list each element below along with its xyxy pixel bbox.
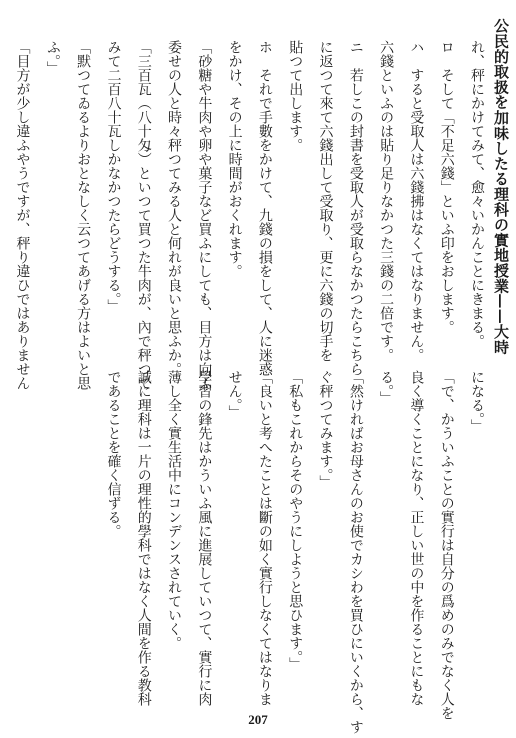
page-number: 207 [248, 712, 268, 727]
upper-text-line: れ、秤にかけてみて、愈々いかんことにきまる。 [469, 40, 485, 348]
upper-text-line: 「默つてゐるよりおとなしく云つてあげる方はよいと思 [75, 40, 92, 390]
upper-text-line: 「目方が少し違ふやうですが、秤り違ひではありません [14, 40, 31, 390]
upper-text-block [14, 40, 486, 390]
upper-text-line: に返つて來て六錢出して受取り、更に六錢の切手を [317, 40, 334, 362]
lower-text-line: 「然ければお母さんのお使でカシわを買ひにいくから、す [347, 370, 364, 734]
lower-text-line: 學習の鋒先はかういふ風に進展していつて、實行に肉 [196, 370, 213, 706]
lower-text-line: 良く導くことになり、正しい世の中を作ることにもな [408, 370, 425, 706]
upper-text-line: みて二百八十瓦しかなかつたらどうする。」 [105, 40, 122, 313]
upper-text-line: ホ それで手數をかけて、九錢の損をして、人に迷惑 [256, 40, 273, 376]
lower-text-line: せん。」 [226, 370, 243, 419]
upper-text-line: ロ そして「不足六錢」といふ印をおします。 [438, 40, 455, 334]
upper-text-line: 「三百瓦（八十匁）といつて買つた牛肉が、內で秤つて [135, 40, 152, 390]
lower-text-line: であることを確く信ずる。 [105, 370, 122, 538]
lower-text-line: 「良いと考へたことは斷の如く實行しなくてはなりま [256, 370, 273, 706]
upper-text-line: 委せの人と時々秤つてみる人と何れが良いと思ふか。 [166, 40, 183, 376]
upper-text-line: 六錢といふのは貼り足りなかつた三錢の二倍です。 [378, 40, 395, 362]
lower-text-line: る。」 [378, 370, 395, 405]
upper-text-line: 貼つて出します。 [287, 40, 304, 152]
upper-text-line [0, 40, 1, 358]
upper-text-line: 「砂糖や牛肉や卵や菓子など買ふにしても、目方は向ふ [196, 40, 213, 390]
lower-text-line: になる。」 [469, 370, 485, 433]
upper-text-line: ハ すると受取人は六錢拂はなくてはなりません。 [408, 40, 425, 362]
lower-text-line: 薄し全く實生活中にコンデンスされていく。 [166, 370, 183, 650]
upper-text-line: をかけ、その上に時間がおくれます。 [226, 40, 243, 278]
lower-text-line: 「私もこれからそのやうにしようと思ひます。」 [287, 370, 304, 671]
lower-text-line: ぐ秤つてみます。」 [317, 370, 334, 489]
lower-text-line: 「で、かういふことの實行は自分の爲めのみでなく人を [438, 370, 455, 720]
lower-text-line: 誠に理科は一片の理性的學科ではなく人間を作る教科 [135, 370, 152, 706]
upper-text-line: ニ 若しこの封書を受取人が受取らなかつたらこちら [347, 40, 364, 376]
upper-text-line: ふ。」 [44, 40, 61, 75]
running-header: 公民的取扱を加味したる理科の實地授業——大時 [492, 18, 510, 355]
